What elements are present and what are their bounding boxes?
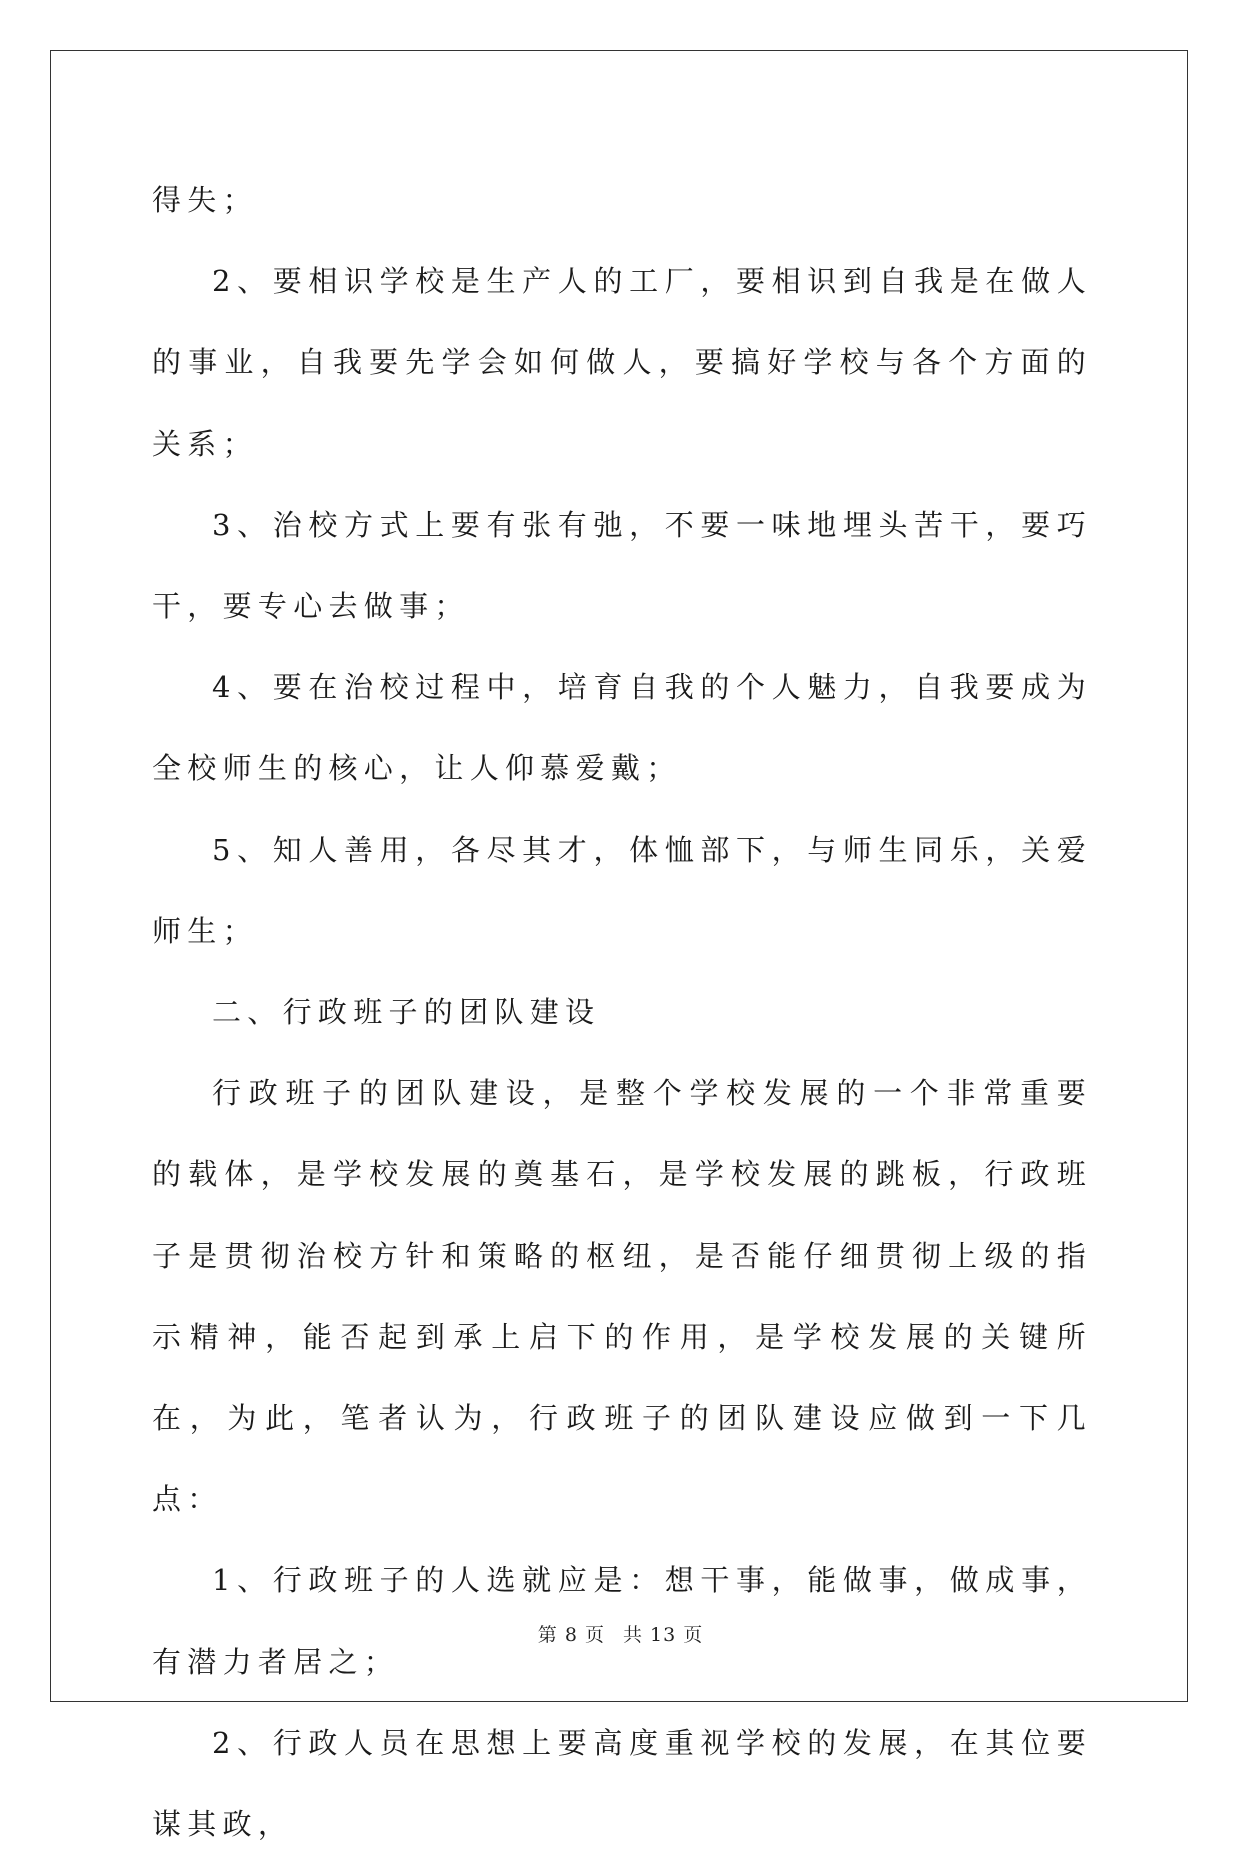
paragraph: 5、知人善用，各尽其才，体恤部下，与师生同乐，关爱师生； (152, 832, 1092, 948)
page-footer (0, 1620, 1241, 1647)
paragraph: 2、行政人员在思想上要高度重视学校的发展，在其位要谋其政， (152, 1725, 1092, 1842)
paragraph: 得失； (152, 183, 258, 217)
paragraph: 行政班子的团队建设，是整个学校发展的一个非常重要的载体，是学校发展的奠基石，是学校发展的跳板，行政班子是贯彻治校方针和策略的枢纽，是否能仔细贯彻上级的指示精神，能否起到承上启下的作用，是学校发展的关键所在，为此，笔者认为，行政班子的团队建设应做到一下几点： (152, 1076, 1092, 1517)
paragraph: 4、要在治校过程中，培育自我的个人魅力，自我要成为全校师生的核心，让人仰慕爱戴； (152, 670, 1092, 786)
paragraph: 2、要相识学校是生产人的工厂，要相识到自我是在做人的事业，自我要先学会如何做人，要搞好学校与各个方面的关系； (152, 264, 1092, 461)
paragraph: 1、行政班子的人选就应是：想干事，能做事，做成事，有潜力者居之； (152, 1563, 1092, 1679)
page-total: 共 13 页 (622, 1624, 704, 1646)
section-heading: 二、行政班子的团队建设 (212, 995, 601, 1030)
page-number: 第 8 页 (537, 1624, 605, 1646)
paragraph: 3、治校方式上要有张有弛，不要一味地埋头苦干，要巧干，要专心去做事； (152, 507, 1092, 624)
document-body (152, 160, 1092, 1865)
